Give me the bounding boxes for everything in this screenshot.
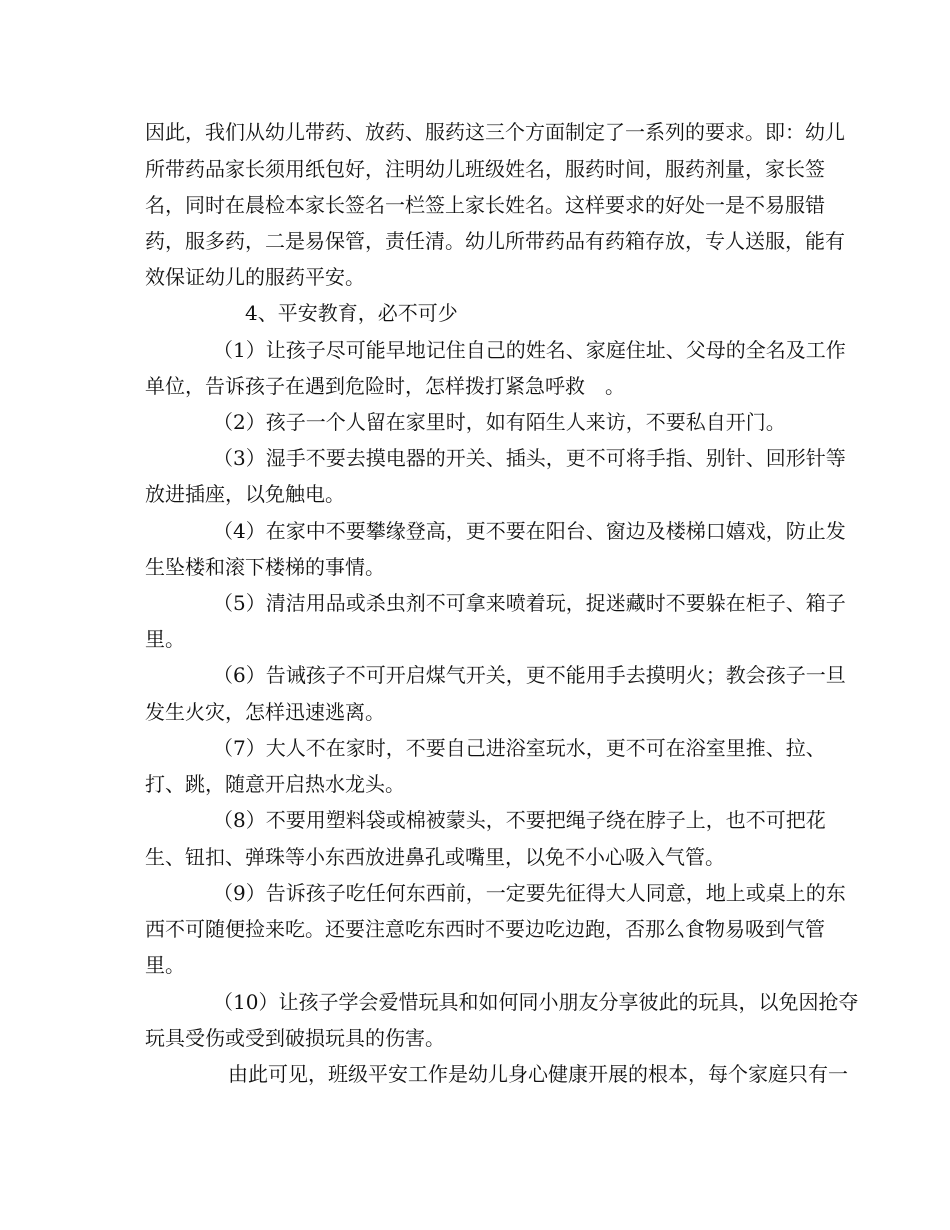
list-item-line: （7）大人不在家时，不要自己进浴室玩水，更不可在浴室里推、拉、 (213, 736, 826, 760)
list-item-line: （10）让孩子学会爱惜玩具和如何同小朋友分享彼此的玩具，以免因抢夺 (213, 990, 859, 1014)
intro-line: 所带药品家长须用纸包好，注明幼儿班级姓名，服药时间，服药剂量，家长签 (145, 157, 825, 181)
list-item-line: 西不可随便捡来吃。还要注意吃东西时不要边吃边跑，否那么食物易吸到气管 (145, 917, 825, 941)
list-item-line: （5）清洁用品或杀虫剂不可拿来喷着玩，捉迷藏时不要躲在柜子、箱子 (213, 591, 846, 615)
list-item-line: 里。 (145, 953, 185, 977)
list-item-line: （8）不要用塑料袋或棉被蒙头，不要把绳子绕在脖子上，也不可把花 (213, 808, 826, 832)
list-item-line: （6）告诫孩子不可开启煤气开关，更不能用手去摸明火；教会孩子一旦 (213, 663, 846, 687)
list-item-line: （3）湿手不要去摸电器的开关、插头，更不可将手指、别针、回形针等 (213, 446, 846, 470)
list-item-line: 打、跳，随意开启热水龙头。 (145, 772, 405, 796)
list-item-line: （2）孩子一个人留在家里时，如有陌生人来访，不要私自开门。 (213, 410, 786, 434)
list-item-line: 生、钮扣、弹珠等小东西放进鼻孔或嘴里，以免不小心吸入气管。 (145, 845, 725, 869)
section-heading: 4、平安教育，必不可少 (245, 301, 458, 325)
intro-line: 效保证幼儿的服药平安。 (145, 265, 365, 289)
intro-line: 药，服多药，二是易保管，责任清。幼儿所带药品有药箱存放，专人送服，能有 (145, 229, 845, 253)
list-item-line: 放进插座，以免触电。 (145, 482, 345, 506)
list-item-line: （1）让孩子尽可能早地记住自己的姓名、家庭住址、父母的全名及工作 (213, 338, 846, 362)
list-item-line: 里。 (145, 627, 185, 651)
list-item-line: （4）在家中不要攀缘登高，更不要在阳台、窗边及楼梯口嬉戏，防止发 (213, 519, 846, 543)
list-item-line: 生坠楼和滚下楼梯的事情。 (145, 555, 385, 579)
intro-line: 名，同时在晨检本家长签名一栏签上家长姓名。这样要求的好处一是不易服错 (145, 193, 825, 217)
list-item-line: 发生火灾，怎样迅速逃离。 (145, 700, 385, 724)
closing-line: 由此可见，班级平安工作是幼儿身心健康开展的根本，每个家庭只有一 (228, 1062, 848, 1086)
list-item-line: 单位，告诉孩子在遇到危险时，怎样拨打紧急呼救 。 (145, 374, 625, 398)
list-item-line: 玩具受伤或受到破损玩具的伤害。 (145, 1026, 445, 1050)
intro-line: 因此，我们从幼儿带药、放药、服药这三个方面制定了一系列的要求。即：幼儿 (145, 120, 845, 144)
list-item-line: （9）告诉孩子吃任何东西前，一定要先征得大人同意，地上或桌上的东 (213, 881, 846, 905)
